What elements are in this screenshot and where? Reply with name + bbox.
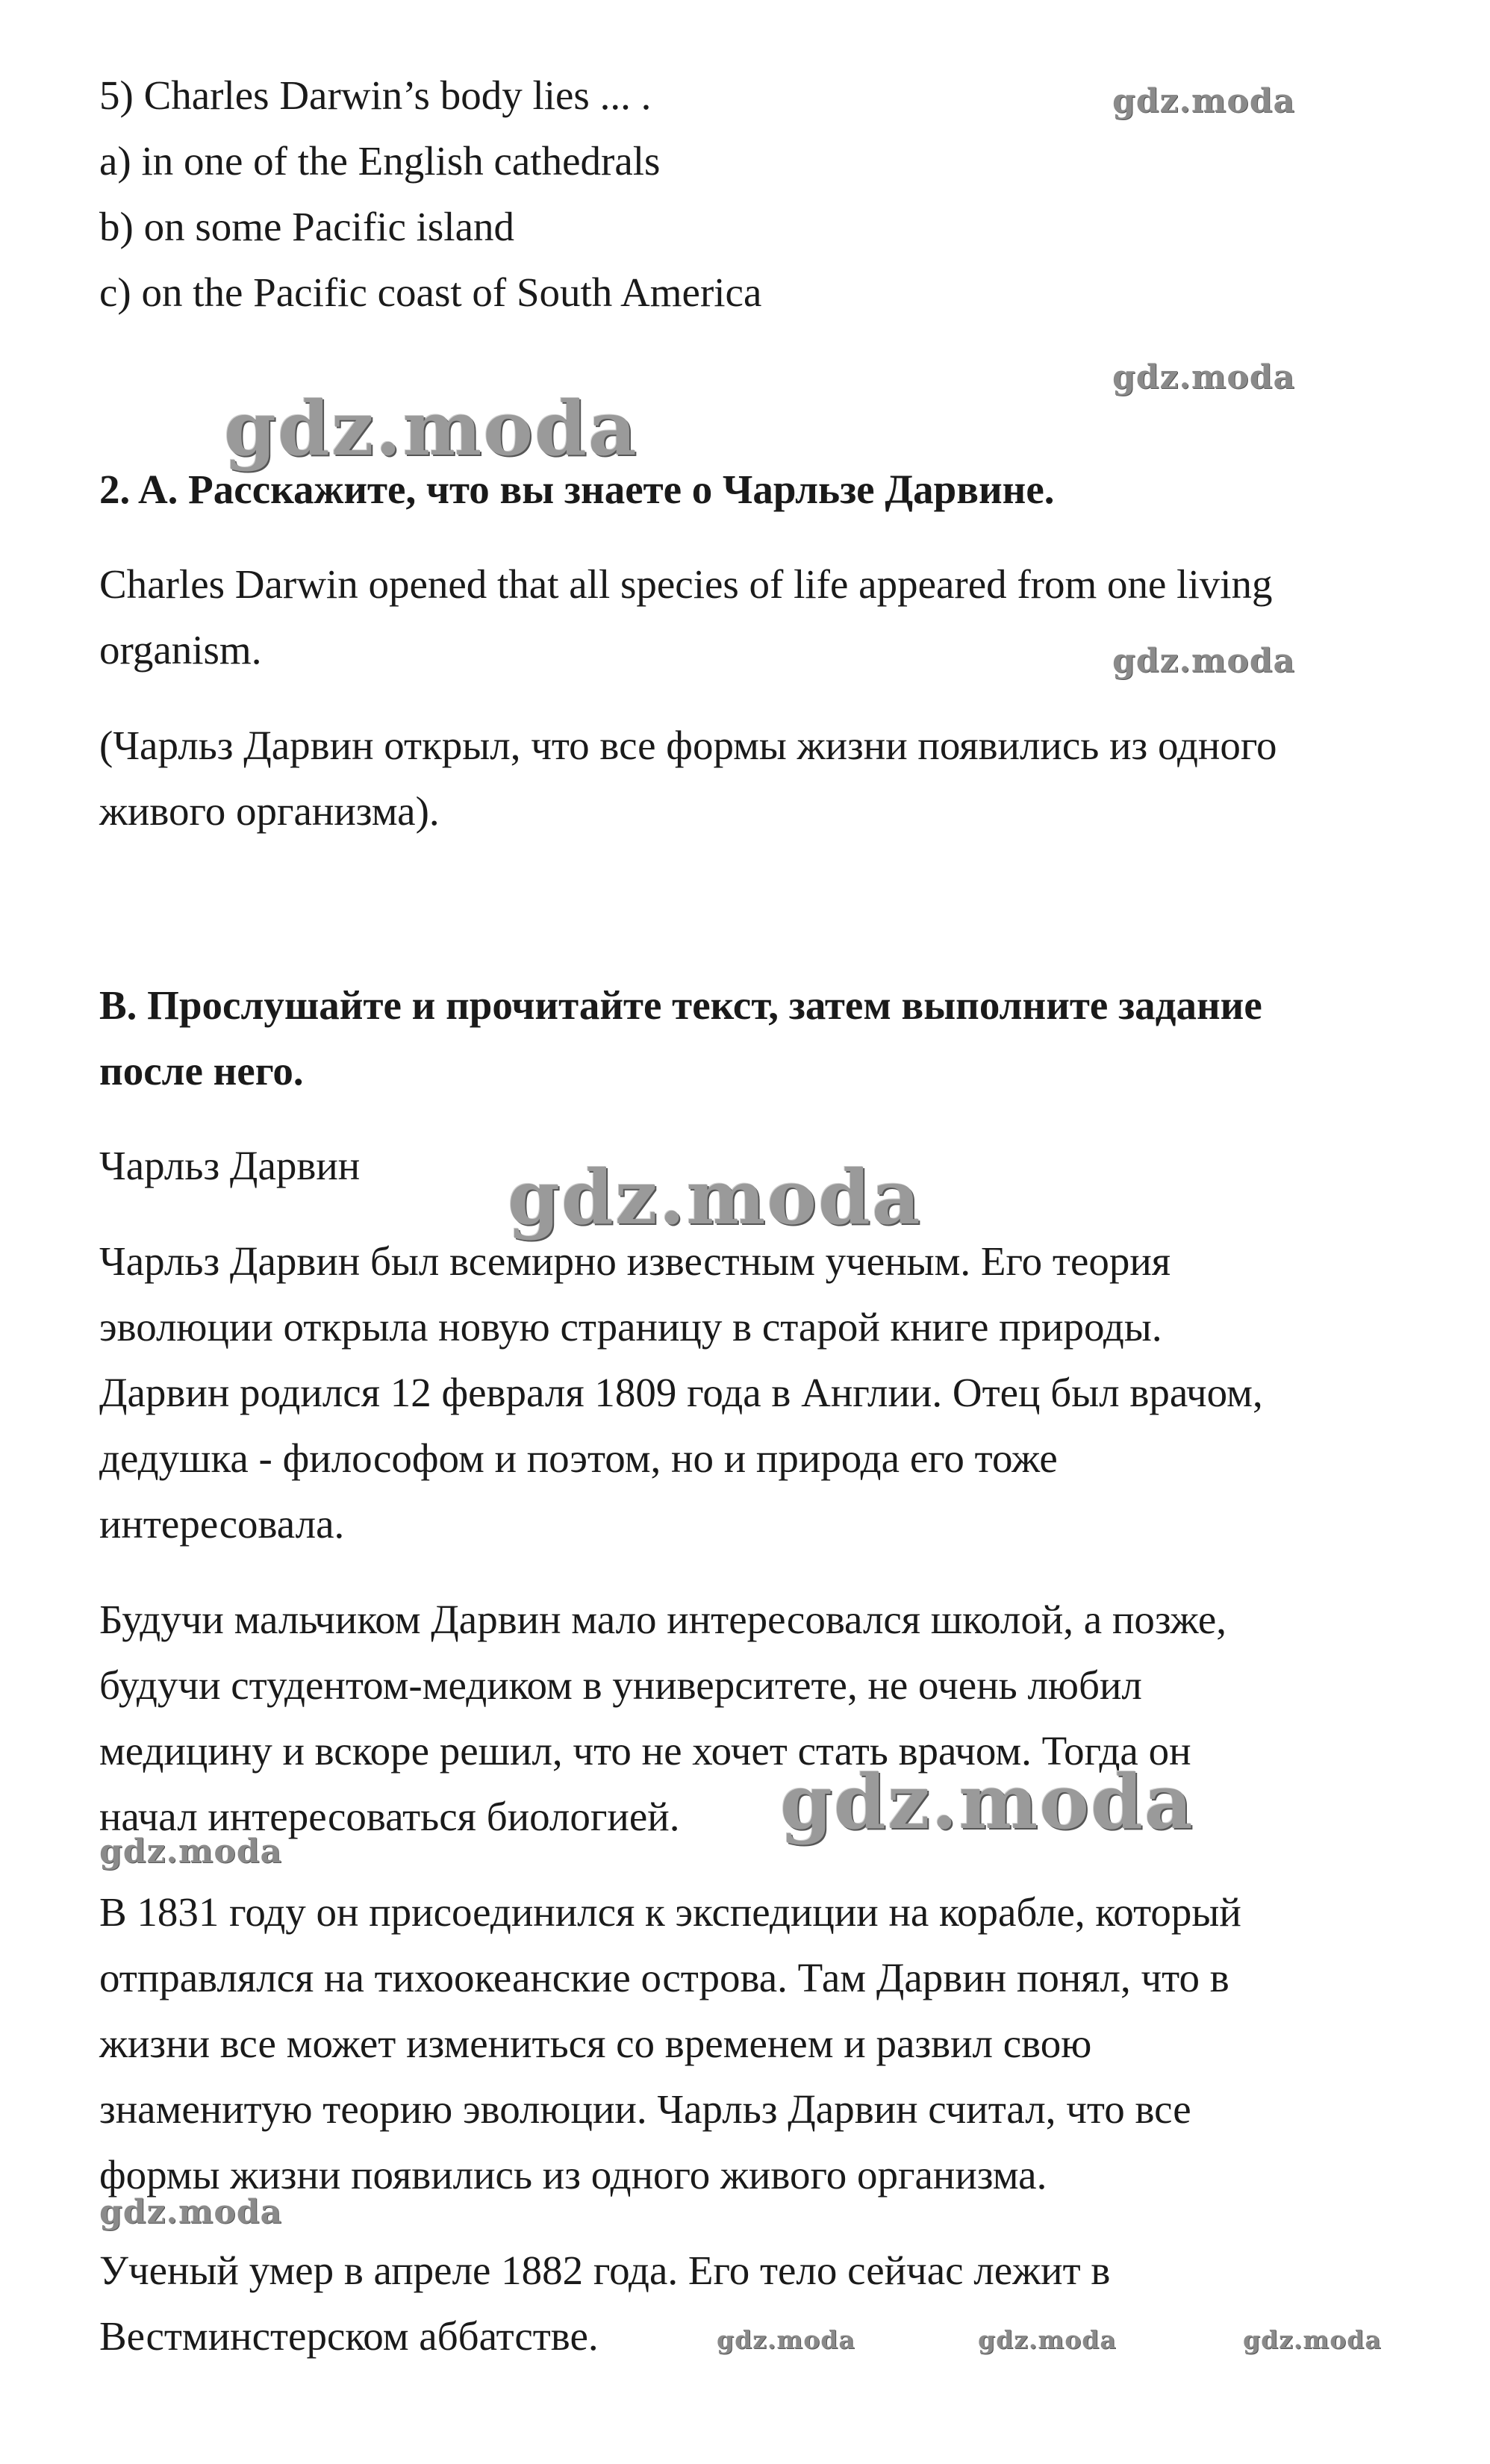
watermark-logo: gdz.moda	[1243, 2325, 1382, 2354]
text-title: Чарльз Дарвин	[99, 1143, 361, 1188]
watermark-logo: gdz.moda	[508, 1153, 922, 1241]
paragraph-1-line: Дарвин родился 12 февраля 1809 года в Англии. Отец был врачом,	[99, 1370, 1263, 1415]
watermark-logo: gdz.moda	[1112, 358, 1296, 396]
paragraph-1-line: эволюции открыла новую страницу в старой книге природы.	[99, 1304, 1162, 1350]
task-a-answer-line: organism.	[99, 627, 262, 673]
paragraph-3-line: формы жизни появились из одного живого организма.	[99, 2152, 1047, 2198]
task-b-heading-line: B. Прослушайте и прочитайте текст, затем выполните задание	[99, 982, 1262, 1028]
paragraph-3-line: отправлялся на тихоокеанские острова. Там Дарвин понял, что в	[99, 1955, 1229, 2000]
paragraph-4-line: Вестминстерском аббатстве.	[99, 2313, 599, 2359]
paragraph-4-line: Ученый умер в апреле 1882 года. Его тело сейчас лежит в	[99, 2248, 1111, 2293]
watermark-logo: gdz.moda	[99, 1833, 283, 1871]
watermark-logo: gdz.moda	[978, 2325, 1117, 2354]
quiz-option-b: b) on some Pacific island	[99, 204, 514, 249]
watermark-logo: gdz.moda	[717, 2325, 855, 2354]
task-a-translation-line: живого организма).	[99, 788, 440, 834]
task-a-translation-line: (Чарльз Дарвин открыл, что все формы жизни появились из одного	[99, 723, 1277, 768]
quiz-option-c: c) on the Pacific coast of South America	[99, 269, 762, 315]
watermark-logo: gdz.moda	[99, 2193, 283, 2231]
watermark-logo: gdz.moda	[780, 1758, 1194, 1846]
quiz-question: 5) Charles Darwin’s body lies ... .	[99, 72, 652, 118]
paragraph-3-line: В 1831 году он присоединился к экспедиции на корабле, который	[99, 1889, 1241, 1935]
paragraph-2-line: медицину и вскоре решил, что не хочет стать врачом. Тогда он	[99, 1728, 1191, 1774]
paragraph-2-line: будучи студентом-медиком в университете, не очень любил	[99, 1662, 1142, 1708]
task-a-heading: 2. A. Расскажите, что вы знаете о Чарльзе Дарвине.	[99, 467, 1055, 512]
paragraph-1-line: дедушка - философом и поэтом, но и природа его тоже	[99, 1435, 1058, 1481]
quiz-option-a: a) in one of the English cathedrals	[99, 138, 661, 184]
watermark-logo: gdz.moda	[1112, 642, 1296, 680]
watermark-logo: gdz.moda	[1112, 82, 1296, 120]
task-a-answer-line: Charles Darwin opened that all species of life appeared from one living	[99, 561, 1273, 607]
task-b-heading-line: после него.	[99, 1048, 304, 1094]
paragraph-2-line: Будучи мальчиком Дарвин мало интересовался школой, а позже,	[99, 1597, 1227, 1642]
watermark-logo: gdz.moda	[224, 384, 638, 472]
paragraph-2-line: начал интересоваться биологией.	[99, 1794, 680, 1839]
paragraph-1-line: Чарльз Дарвин был всемирно известным ученым. Его теория	[99, 1238, 1171, 1284]
paragraph-3-line: жизни все может измениться со временем и развил свою	[99, 2021, 1092, 2066]
paragraph-3-line: знаменитую теорию эволюции. Чарльз Дарвин считал, что все	[99, 2086, 1191, 2132]
paragraph-1-line: интересовала.	[99, 1501, 345, 1547]
